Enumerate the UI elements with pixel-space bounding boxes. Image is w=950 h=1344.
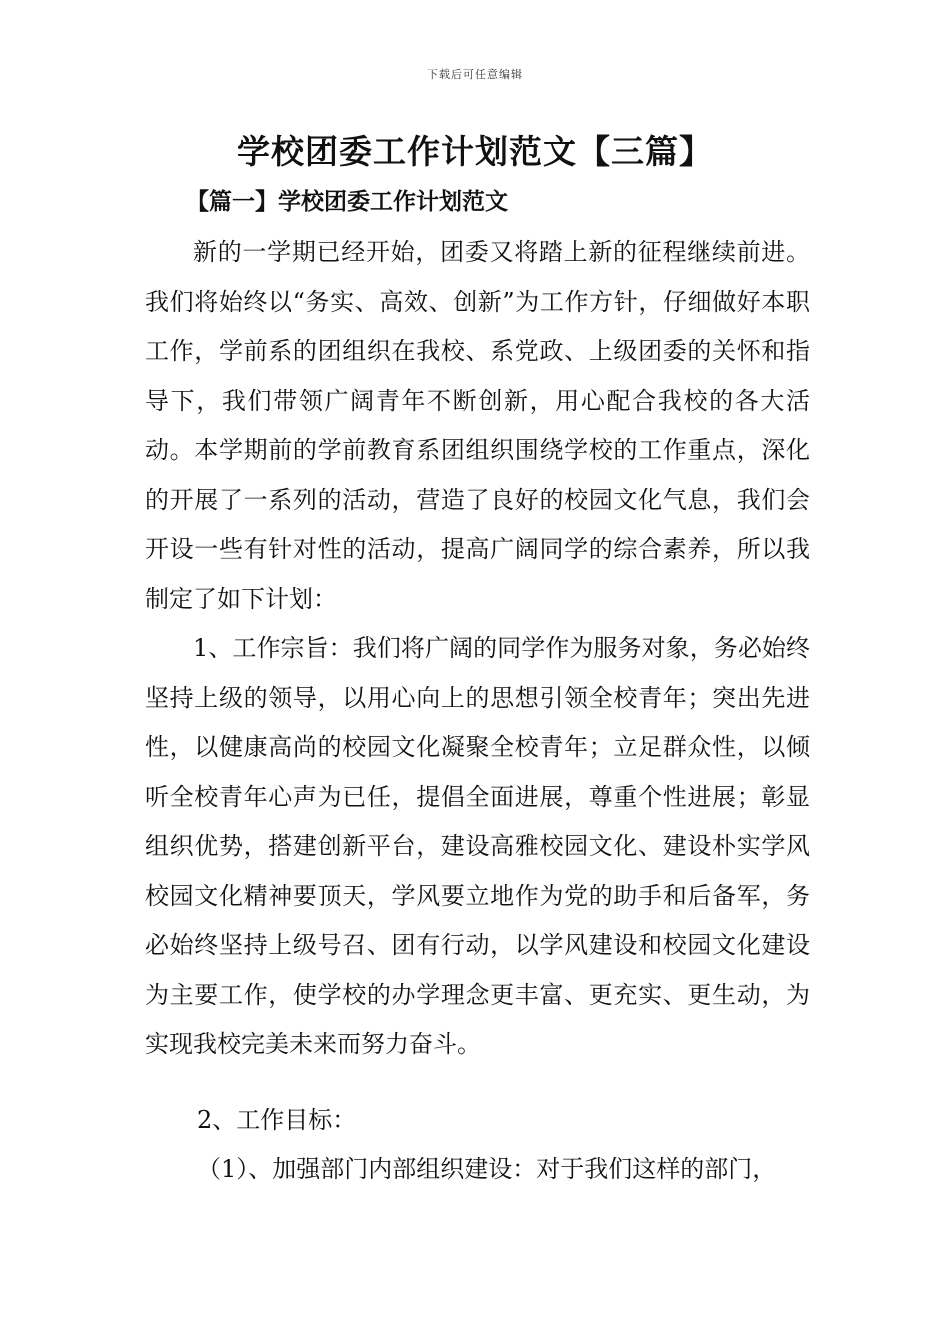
document-body [145, 228, 810, 1195]
goal-item-1: （1）、加强部门内部组织建设：对于我们这样的部门， [197, 1155, 777, 1183]
work-purpose-paragraph: 1、工作宗旨：我们将广阔的同学作为服务对象，务必始终坚持上级的领导，以用心向上的思想引领全校青年；突出先进性，以健康高尚的校园文化凝聚全校青年；立足群众性，以倾听全校青年心声为已任，提倡全面进展，尊重个性进展；彰显组织优势，搭建创新平台，建设高雅校园文化、建设朴实学风校园文化精神要顶天，学风要立地作为党的助手和后备军，务必始终坚持上级号召、团有行动，以学风建设和校园文化建设为主要工作，使学校的办学理念更丰富、更充实、更生动，为实现我校完美未来而努力奋斗。 [145, 634, 810, 1058]
page-title: 学校团委工作计划范文【三篇】 [237, 132, 713, 171]
work-goals-heading: 2、工作目标： [197, 1105, 357, 1134]
header-note: 下载后可任意编辑 [427, 68, 523, 81]
intro-paragraph: 新的一学期已经开始，团委又将踏上新的征程继续前进。我们将始终以“务实、高效、创新”为工作方针，仔细做好本职工作，学前系的团组织在我校、系党政、上级团委的关怀和指导下，我们带领广阔青年不断创新，用心配合我校的各大活动。本学期前的学前教育系团组织围绕学校的工作重点，深化的开展了一系列的活动，营造了良好的校园文化气息，我们会开设一些有针对性的活动，提高广阔同学的综合素养，所以我制定了如下计划： [145, 238, 810, 613]
section-heading: 【篇一】学校团委工作计划范文 [186, 188, 508, 215]
